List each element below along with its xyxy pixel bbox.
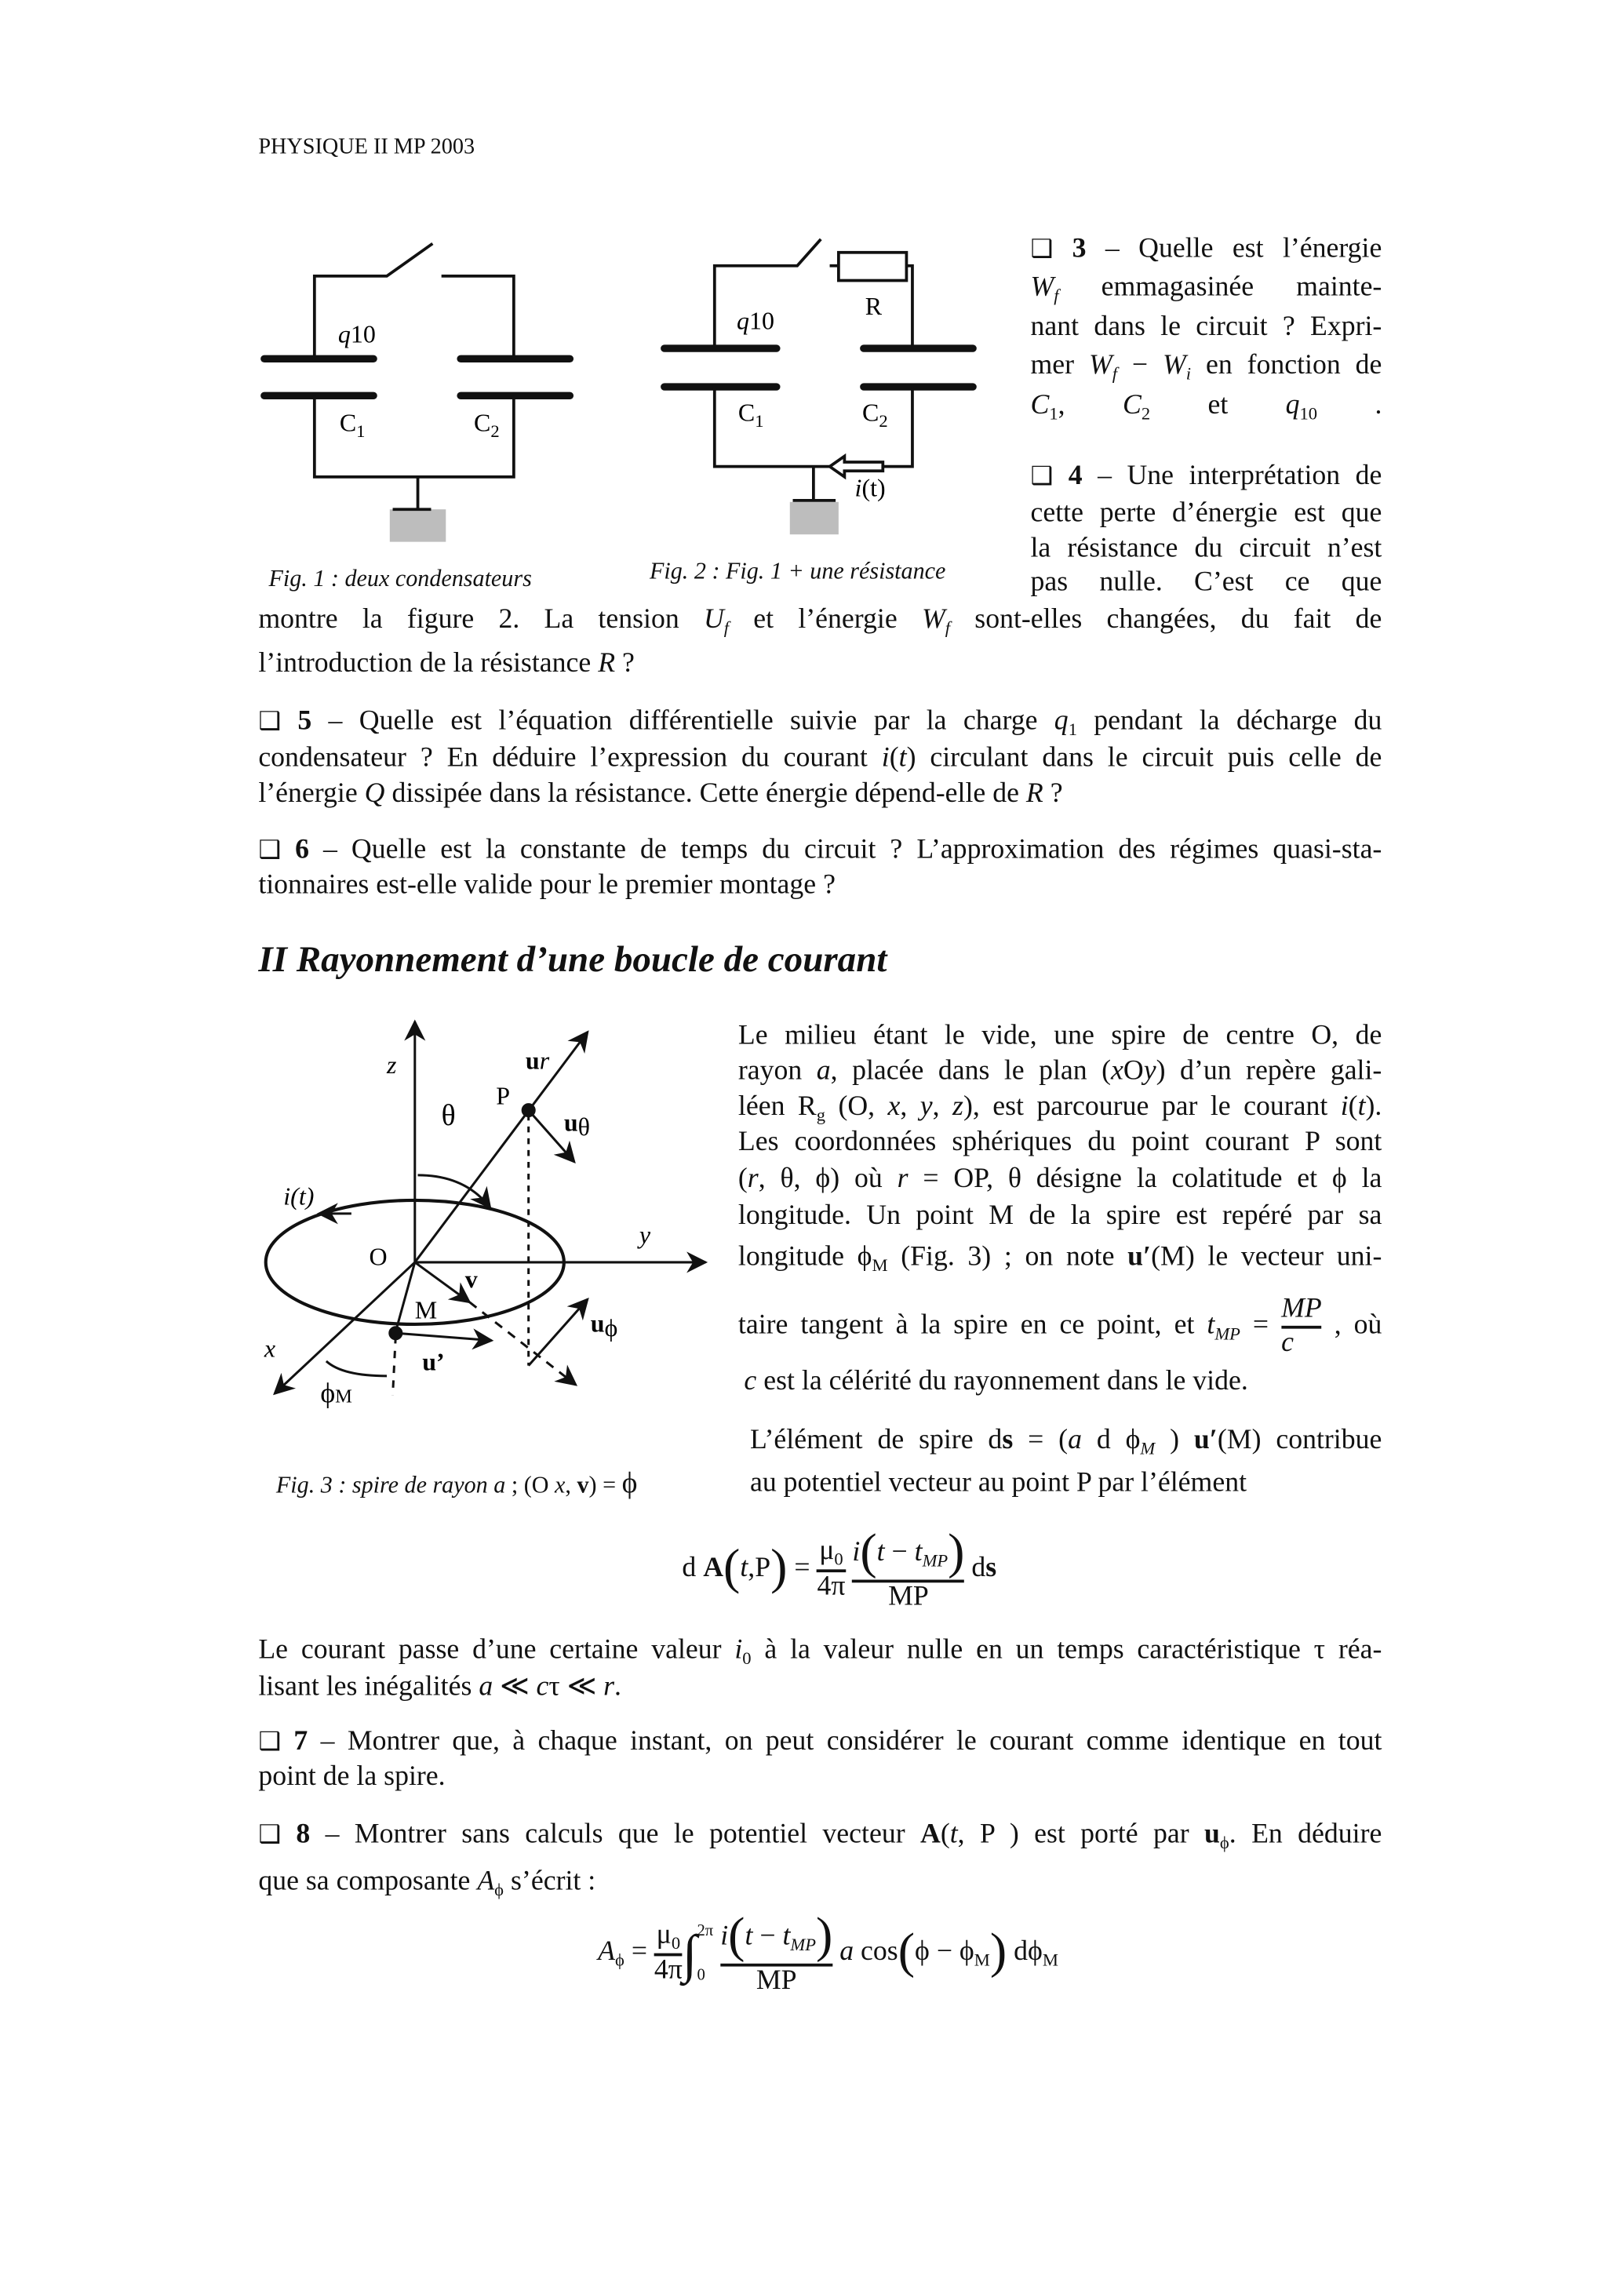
text-segment: ? xyxy=(1043,777,1063,810)
text-segment: ) circulant dans le circuit puis celle de xyxy=(906,742,1382,774)
text-line xyxy=(738,1055,1382,1087)
text-segment: r xyxy=(747,1163,759,1195)
text-segment: c xyxy=(744,1365,757,1397)
section-title: II Rayonnement d’une boucle de courant xyxy=(258,940,887,981)
text-line xyxy=(738,1200,1382,1233)
text-segment: pas nulle. C’est ce que xyxy=(1030,566,1382,599)
text-segment: s’écrit : xyxy=(504,1866,596,1898)
checkbox-icon: ❑ xyxy=(258,836,282,865)
text-line xyxy=(258,1761,1382,1793)
text-segment: τ ≪ xyxy=(548,1671,604,1702)
text-segment: r xyxy=(897,1163,908,1195)
text-line xyxy=(1030,271,1382,307)
text-line xyxy=(1030,461,1382,493)
text-segment: 10 xyxy=(1299,402,1318,424)
text-segment: longitude. Un point M de la spire est repéré par sa xyxy=(737,1200,1382,1232)
text-segment: s xyxy=(1002,1424,1014,1456)
checkbox-icon: ❑ xyxy=(258,1820,282,1850)
text-line xyxy=(258,869,1382,901)
text-segment: r xyxy=(603,1671,615,1702)
text-segment: ? xyxy=(615,648,635,679)
text-segment: 5 xyxy=(281,705,312,737)
text-segment: O xyxy=(1123,1055,1144,1087)
text-segment: i xyxy=(734,1634,743,1666)
text-segment: . En déduire xyxy=(1229,1819,1382,1850)
text-segment: – Une interprétation de xyxy=(1082,461,1382,492)
text-segment: mer xyxy=(1030,349,1089,381)
checkbox-icon: ❑ xyxy=(1030,235,1054,264)
fig1-c2-label: $C_2$ xyxy=(474,408,500,442)
text-segment: l’énergie xyxy=(258,777,365,810)
text-segment: la résistance du circuit n’est xyxy=(1030,533,1382,564)
text-line xyxy=(738,1127,1382,1159)
text-segment: U xyxy=(703,603,724,635)
fig3-utheta-label: uθ xyxy=(563,1108,590,1142)
text-segment: condensateur ? En déduire l’expression du courant xyxy=(258,742,882,774)
text-segment: – Quelle est l’équation différentielle suivie par la charge xyxy=(311,705,1054,737)
ground-icon xyxy=(790,502,839,534)
text-segment: , xyxy=(932,1091,953,1123)
text-segment: – Quelle est l’énergie xyxy=(1086,233,1382,264)
text-segment: , placée dans le plan ( xyxy=(830,1055,1112,1087)
text-line xyxy=(258,778,1382,810)
fig2-c2-label: $C_2$ xyxy=(861,398,888,431)
text-segment: q xyxy=(1054,705,1069,737)
equation-dA: d A(t,P) = $\frac{\mu_0}{4\pi}$ $\frac{i(t - t_{MP})}{MP}$ ds xyxy=(682,1524,997,1613)
text-segment: en fonction de xyxy=(1191,349,1382,381)
fig3-origin-label: O xyxy=(369,1242,388,1271)
page-header: PHYSIQUE II MP 2003 xyxy=(258,136,475,160)
text-segment: ( xyxy=(889,742,899,774)
text-segment: 8 xyxy=(281,1819,311,1850)
text-segment: à la valeur nulle en un temps caractéristique τ réa- xyxy=(751,1634,1382,1666)
text-line xyxy=(744,1366,1305,1398)
text-segment: , θ, ϕ) où xyxy=(758,1163,898,1195)
text-segment: y xyxy=(1143,1055,1156,1087)
text-segment: et xyxy=(1150,389,1286,421)
text-segment: 6 xyxy=(281,834,309,865)
text-line xyxy=(750,1425,1382,1460)
text-segment: Le courant passe d’une certaine valeur xyxy=(258,1634,735,1666)
fig3-loop-diagram xyxy=(266,1021,706,1395)
text-segment: c xyxy=(536,1671,549,1702)
text-segment: W xyxy=(921,603,945,635)
fig3-y-label: y xyxy=(639,1220,651,1249)
text-segment: a xyxy=(1068,1424,1082,1456)
text-segment: x xyxy=(887,1091,901,1123)
text-line xyxy=(258,834,1382,866)
text-segment: A xyxy=(919,1819,941,1850)
text-segment: . xyxy=(614,1671,621,1702)
text-segment: f xyxy=(1054,285,1059,306)
fig3-phim-label: ϕM xyxy=(320,1377,352,1409)
text-segment: 2 xyxy=(1141,402,1151,424)
text-segment: d ϕ xyxy=(1081,1424,1141,1456)
text-segment: , xyxy=(1058,389,1123,421)
text-segment: emmagasinée mainte- xyxy=(1058,271,1382,303)
text-segment: W xyxy=(1030,271,1054,303)
text-segment: f xyxy=(723,617,730,638)
fig2-charge-label: q10 xyxy=(737,306,775,335)
text-segment: , xyxy=(900,1091,920,1123)
text-line xyxy=(258,1634,1382,1670)
text-segment: = OP, θ désigne la colatitude et ϕ la xyxy=(908,1163,1382,1195)
text-segment: i xyxy=(1185,362,1192,384)
text-segment: u′ xyxy=(1127,1241,1152,1273)
text-line xyxy=(1030,567,1382,599)
fig3-current-label: i(t) xyxy=(283,1182,315,1211)
text-segment: x xyxy=(1111,1055,1123,1087)
text-segment: y xyxy=(919,1091,933,1123)
fig2-c1-label: $C_1$ xyxy=(737,398,764,431)
resistor-symbol xyxy=(839,253,907,281)
checkbox-icon: ❑ xyxy=(1030,462,1054,492)
text-segment: – Montrer que, à chaque instant, on peut considérer le courant comme identique en tout xyxy=(308,1725,1382,1757)
text-line xyxy=(1030,233,1382,265)
text-segment: ϕ xyxy=(494,1879,504,1900)
text-segment: ) d’un repère gali- xyxy=(1156,1055,1382,1087)
text-segment: t xyxy=(1357,1091,1366,1123)
text-segment: point de la spire. xyxy=(258,1761,446,1793)
text-segment: ( xyxy=(737,1163,748,1195)
text-line xyxy=(258,1819,1382,1854)
fig1-charge-label: q10 xyxy=(337,319,376,348)
text-line xyxy=(1030,533,1382,565)
text-segment: t xyxy=(949,1819,958,1850)
text-segment: W xyxy=(1163,349,1186,381)
text-segment: q xyxy=(1285,389,1300,421)
text-segment: (M) le vecteur uni- xyxy=(1151,1241,1382,1273)
text-segment: léen R xyxy=(737,1091,817,1123)
fig3-v-label: v xyxy=(464,1264,478,1293)
text-line xyxy=(258,743,1382,775)
text-segment: M xyxy=(1140,1437,1156,1459)
text-segment: l’introduction de la résistance xyxy=(258,648,599,679)
fig2-r-label: R xyxy=(865,291,883,320)
text-segment: ) xyxy=(1155,1424,1194,1456)
text-segment: (M) contribue xyxy=(1217,1424,1382,1456)
text-line xyxy=(1030,311,1382,344)
text-line xyxy=(738,1163,1382,1196)
text-segment: Les coordonnées sphériques du point courant P sont xyxy=(737,1126,1382,1158)
text-segment: a xyxy=(816,1055,831,1087)
fig3-ur-label: ur xyxy=(525,1046,550,1075)
fig2-current-label: i(t) xyxy=(854,473,886,502)
text-segment: i xyxy=(1340,1091,1349,1123)
text-segment: u xyxy=(1203,1819,1220,1850)
text-segment: W xyxy=(1088,349,1112,381)
text-segment: ), est parcourue par le courant xyxy=(963,1091,1341,1123)
text-segment: pendant la décharge du xyxy=(1076,705,1382,737)
text-line xyxy=(258,648,1382,680)
text-segment: 1 xyxy=(1049,402,1058,424)
text-line xyxy=(738,1242,1382,1277)
text-line xyxy=(750,1468,1382,1500)
text-segment: ). xyxy=(1365,1091,1382,1123)
text-line xyxy=(258,604,1382,639)
fig1-caption: Fig. 1 : deux condensateurs xyxy=(268,566,532,592)
text-segment: Le milieu étant le vide, une spire de centre O, de xyxy=(737,1020,1382,1051)
text-segment: – Quelle est la constante de temps du circuit ? L’approximation des régimes quasi-sta- xyxy=(308,834,1382,865)
text-line xyxy=(258,1670,1382,1703)
fig1-c1-label: $C_1$ xyxy=(339,408,366,442)
text-line xyxy=(258,1866,1382,1902)
fig2-circuit xyxy=(665,239,973,534)
text-segment: f xyxy=(945,617,951,638)
fig3-x-label: x xyxy=(264,1334,276,1363)
text-segment: au potentiel vecteur au point P par l’élément xyxy=(749,1467,1247,1499)
text-segment: = ( xyxy=(1013,1424,1069,1456)
fig3-uphi-label: uϕ xyxy=(590,1309,618,1342)
text-segment: C xyxy=(1122,389,1142,421)
text-segment: cette perte d’énergie est que xyxy=(1030,497,1382,529)
text-line xyxy=(1030,350,1382,385)
text-segment: que sa composante xyxy=(258,1866,478,1898)
text-segment: , P ) est porté par xyxy=(957,1819,1204,1850)
text-segment: z xyxy=(952,1091,963,1123)
fig1-circuit xyxy=(264,243,570,541)
text-segment: montre la figure 2. La tension xyxy=(258,603,704,635)
text-segment: g xyxy=(816,1104,826,1125)
text-segment: 0 xyxy=(742,1648,752,1669)
text-segment: M xyxy=(872,1254,888,1276)
text-segment: 1 xyxy=(1068,719,1077,740)
equation-Aphi: $A_\phi$ = $\frac{\mu_0}{4\pi}$ ∫ 2π 0 $\frac{i(t - t_{MP})}{MP}$ a $\cos(\phi - \phi_M)$ $d\phi_M$ xyxy=(598,1909,1058,1997)
ground-icon xyxy=(390,509,446,541)
text-line xyxy=(258,1726,1382,1758)
fig3-p-label: P xyxy=(496,1081,511,1110)
text-segment: ≪ xyxy=(493,1671,537,1702)
fig3-theta-label: θ xyxy=(441,1098,456,1132)
text-segment: dissipée dans la résistance. Cette énergie dépend-elle de xyxy=(384,777,1026,810)
text-segment: – Montrer sans calculs que le potentiel vecteur xyxy=(310,1819,920,1850)
text-segment: rayon xyxy=(737,1055,817,1087)
text-segment: u′ xyxy=(1193,1424,1218,1456)
text-segment: R xyxy=(1025,777,1043,810)
text-segment: tionnaires est-elle valide pour le premier montage ? xyxy=(258,869,836,901)
tmp-definition-line: taire tangent à la spire en ce point, et $t_{MP}$ = $\frac{MP}{c}$ , où xyxy=(737,1293,1382,1359)
text-segment: t xyxy=(898,742,907,774)
fig2-caption: Fig. 2 : Fig. 1 + une résistance xyxy=(649,559,946,585)
text-segment: . xyxy=(1317,389,1382,421)
text-segment: 7 xyxy=(281,1725,308,1757)
text-segment: i xyxy=(881,742,890,774)
text-segment: a xyxy=(479,1671,493,1702)
fig3-m-label: M xyxy=(414,1295,438,1324)
checkbox-icon: ❑ xyxy=(258,1727,282,1757)
text-line xyxy=(738,1091,1382,1127)
text-segment: (O, xyxy=(825,1091,888,1123)
fig3-caption: Fig. 3 : spire de rayon a ; (O x, v) = ϕ xyxy=(275,1467,638,1500)
text-line xyxy=(1030,390,1382,425)
fig3-uprime-label: u’ xyxy=(422,1347,445,1376)
text-segment: lisant les inégalités xyxy=(258,1671,479,1702)
text-segment: − xyxy=(1117,349,1163,381)
text-segment: C xyxy=(1030,389,1050,421)
text-segment: nant dans le circuit ? Expri- xyxy=(1030,311,1382,343)
text-segment: ϕ xyxy=(1219,1832,1229,1853)
text-segment: 4 xyxy=(1053,461,1083,492)
text-segment: f xyxy=(1112,362,1118,384)
text-segment: et l’énergie xyxy=(729,603,922,635)
fig3-z-label: z xyxy=(387,1051,397,1080)
text-segment: est la célérité du rayonnement dans le vide. xyxy=(756,1365,1248,1397)
text-line xyxy=(258,706,1382,741)
text-line xyxy=(738,1020,1382,1052)
text-segment: R xyxy=(598,648,616,679)
text-segment: sont-elles changées, du fait de xyxy=(950,603,1382,635)
text-segment: (Fig. 3) ; on note xyxy=(887,1241,1128,1273)
text-line xyxy=(1030,497,1382,530)
checkbox-icon: ❑ xyxy=(258,707,282,737)
text-segment: ( xyxy=(940,1819,950,1850)
text-segment: 3 xyxy=(1053,233,1087,264)
text-segment: longitude ϕ xyxy=(737,1241,872,1273)
text-segment: ( xyxy=(1348,1091,1358,1123)
text-segment: Q xyxy=(364,777,385,810)
text-segment: A xyxy=(477,1866,495,1898)
text-segment: L’élément de spire d xyxy=(749,1424,1003,1456)
